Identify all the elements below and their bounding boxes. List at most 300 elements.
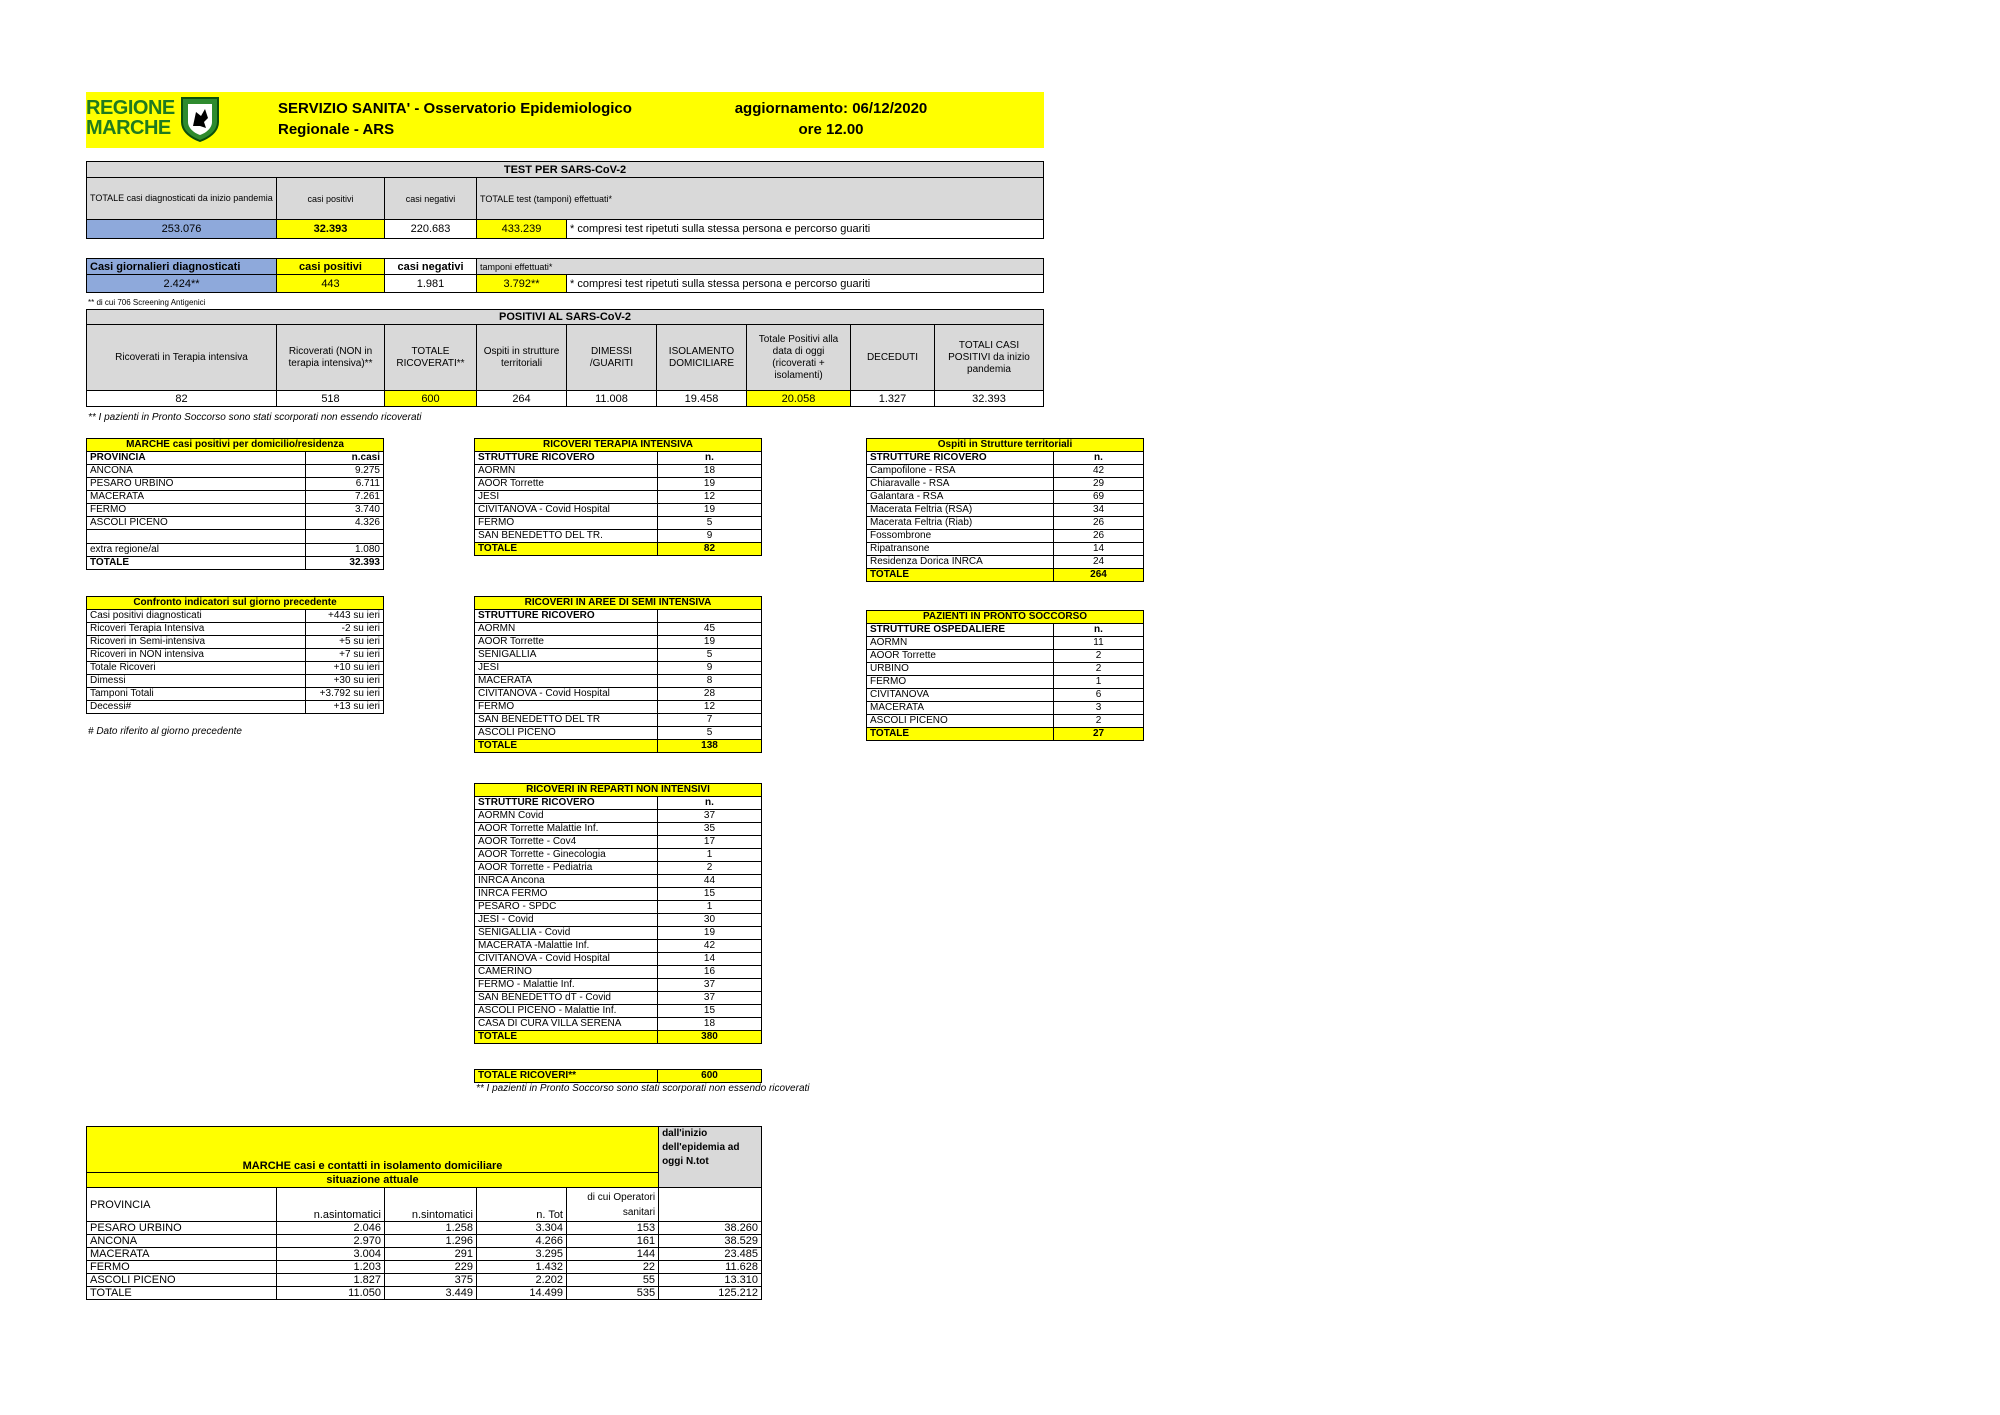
row-name: FERMO - Malattie Inf. (475, 979, 658, 992)
header-terapia-intensiva: Ricoverati in Terapia intensiva (87, 325, 277, 391)
header-band (86, 92, 1044, 148)
ti-header-val: n. (657, 452, 761, 465)
table-row (867, 715, 1144, 728)
row-val: 14 (1054, 543, 1144, 556)
row-name: JESI (475, 662, 658, 675)
row-val: 2 (1054, 650, 1144, 663)
header-non-intensiva: Ricoverati (NON in terapia intensiva)** (277, 325, 385, 391)
table-row (87, 688, 384, 701)
table-row (475, 979, 762, 992)
row-val: 37 (657, 810, 761, 823)
table-row (867, 465, 1144, 478)
row-tot: 4.266 (477, 1235, 567, 1248)
row-val: 26 (1054, 530, 1144, 543)
table-row (475, 649, 762, 662)
row-tot: 2.202 (477, 1274, 567, 1287)
update-time: ore 12.00 (798, 121, 864, 138)
row-all: 38.260 (659, 1222, 762, 1235)
row-all: 11.628 (659, 1261, 762, 1274)
totale-ricoveri-val: 600 (658, 1070, 762, 1083)
row-val: 9.275 (306, 465, 384, 478)
table-row (867, 556, 1144, 569)
row-val: 29 (1054, 478, 1144, 491)
confronto-table (86, 596, 384, 714)
row-all: 38.529 (659, 1235, 762, 1248)
value-non-intensiva: 518 (277, 391, 385, 407)
ps-header-name: STRUTTURE OSPEDALIERE (867, 624, 1054, 637)
value-dimessi: 11.008 (567, 391, 657, 407)
provincia-total-val: 32.393 (306, 557, 384, 570)
pronto-soccorso-table (866, 610, 1144, 741)
positivi-note: ** I pazienti in Pronto Soccorso sono stati scorporati non essendo ricoverati (88, 412, 422, 423)
value-totale-tamponi: 433.239 (477, 220, 567, 239)
isolamento-header-operatori: di cui Operatori sanitari (567, 1188, 659, 1222)
table-row (475, 810, 762, 823)
total-tot: 14.499 (477, 1287, 567, 1300)
total-all: 125.212 (659, 1287, 762, 1300)
row-val: 4.326 (306, 517, 384, 530)
row-val: 15 (657, 888, 761, 901)
table-row (475, 478, 762, 491)
row-name: AORMN (867, 637, 1054, 650)
table-row (475, 701, 762, 714)
value-ospiti: 264 (477, 391, 567, 407)
ospiti-header-name: STRUTTURE RICOVERO (867, 452, 1054, 465)
row-val: 35 (657, 823, 761, 836)
semi-total-val: 138 (657, 740, 761, 753)
table-row (87, 544, 384, 557)
value-daily-tamponi: 3.792** (477, 275, 567, 293)
row-name: FERMO (475, 701, 658, 714)
header-dimessi: DIMESSI /GUARITI (567, 325, 657, 391)
row-sintomatici: 291 (385, 1248, 477, 1261)
value-terapia-intensiva: 82 (87, 391, 277, 407)
table-row (867, 478, 1144, 491)
row-name: Dimessi (87, 675, 306, 688)
row-asintomatici: 1.827 (277, 1274, 385, 1287)
row-val: +3.792 su ieri (306, 688, 384, 701)
value-totale-casi: 253.076 (87, 220, 277, 239)
row-name: AORMN (475, 465, 658, 478)
row-val: 34 (1054, 504, 1144, 517)
emblem-icon (180, 96, 220, 142)
daily-footnote: ** di cui 706 Screening Antigenici (88, 298, 206, 307)
row-name: FERMO (87, 1261, 277, 1274)
table-row (87, 701, 384, 714)
header-ospiti: Ospiti in strutture territoriali (477, 325, 567, 391)
row-name: Macerata Feltria (Riab) (867, 517, 1054, 530)
table-row (475, 953, 762, 966)
row-val: 2 (1054, 715, 1144, 728)
row-name: ANCONA (87, 1235, 277, 1248)
row-name: Ricoveri in NON intensiva (87, 649, 306, 662)
table-row (87, 1235, 762, 1248)
row-val: 42 (657, 940, 761, 953)
row-tot: 3.295 (477, 1248, 567, 1261)
provincia-title: MARCHE casi positivi per domicilio/residenza (87, 439, 384, 452)
table-row (475, 662, 762, 675)
table-row (867, 676, 1144, 689)
header-casi-giornalieri: Casi giornalieri diagnosticati (87, 259, 277, 275)
table-row (475, 465, 762, 478)
row-val: 14 (657, 953, 761, 966)
table-row (87, 662, 384, 675)
row-name: PESARO URBINO (87, 1222, 277, 1235)
header-daily-positivi: casi positivi (277, 259, 385, 275)
row-val: 2 (657, 862, 761, 875)
row-name: ASCOLI PICENO (475, 727, 658, 740)
table-row (87, 1248, 762, 1261)
row-val: 45 (657, 623, 761, 636)
table-row (87, 504, 384, 517)
table-row (867, 650, 1144, 663)
table-row (475, 504, 762, 517)
isolamento-header-provincia: PROVINCIA (87, 1188, 277, 1222)
service-line-2: Regionale - ARS (278, 121, 395, 138)
table-row (475, 688, 762, 701)
row-val: 16 (657, 966, 761, 979)
row-val: 7.261 (306, 491, 384, 504)
row-val: 6.711 (306, 478, 384, 491)
table-row (475, 992, 762, 1005)
row-val: +443 su ieri (306, 610, 384, 623)
row-asintomatici: 2.970 (277, 1235, 385, 1248)
row-name: FERMO (867, 676, 1054, 689)
table-row (475, 914, 762, 927)
table-row (475, 491, 762, 504)
table-row (87, 517, 384, 530)
table-row (867, 663, 1144, 676)
row-name: CIVITANOVA - Covid Hospital (475, 688, 658, 701)
row-val: +5 su ieri (306, 636, 384, 649)
row-val: +13 su ieri (306, 701, 384, 714)
row-val: 5 (657, 649, 761, 662)
row-name: Ricoveri in Semi-intensiva (87, 636, 306, 649)
row-name: Campofilone - RSA (867, 465, 1054, 478)
row-all: 23.485 (659, 1248, 762, 1261)
row-name: Casi positivi diagnosticati (87, 610, 306, 623)
isolamento-header-blank (659, 1188, 762, 1222)
isolamento-table (86, 1126, 762, 1300)
value-casi-negativi: 220.683 (385, 220, 477, 239)
row-tot: 3.304 (477, 1222, 567, 1235)
row-name: Ricoveri Terapia Intensiva (87, 623, 306, 636)
table-row (87, 491, 384, 504)
row-name: extra regione/al (87, 544, 306, 557)
row-val: 42 (1054, 465, 1144, 478)
provincia-header-name: PROVINCIA (87, 452, 306, 465)
row-val: 11 (1054, 637, 1144, 650)
row-val: 1 (1054, 676, 1144, 689)
table-row (475, 1005, 762, 1018)
header-daily-negativi: casi negativi (385, 259, 477, 275)
ospiti-title: Ospiti in Strutture territoriali (867, 439, 1144, 452)
row-name: Galantara - RSA (867, 491, 1054, 504)
note-tamponi: * compresi test ripetuti sulla stessa persona e percorso guariti (567, 220, 1044, 239)
logo-line-1: REGIONE (86, 97, 175, 119)
value-deceduti: 1.327 (851, 391, 935, 407)
row-name: AOOR Torrette (475, 478, 658, 491)
table-row (87, 530, 384, 544)
row-name: ANCONA (87, 465, 306, 478)
row-val: 17 (657, 836, 761, 849)
row-name: CIVITANOVA - Covid Hospital (475, 504, 658, 517)
nonint-total-label: TOTALE (475, 1031, 658, 1044)
row-val: -2 su ieri (306, 623, 384, 636)
row-name: Tamponi Totali (87, 688, 306, 701)
table-row (87, 636, 384, 649)
ps-header-val: n. (1054, 624, 1144, 637)
row-name: AOOR Torrette (867, 650, 1054, 663)
row-name: CAMERINO (475, 966, 658, 979)
semi-intensiva-table (474, 596, 762, 753)
ospiti-header-val: n. (1054, 452, 1144, 465)
table-row (87, 1274, 762, 1287)
ps-total-label: TOTALE (867, 728, 1054, 741)
row-name: AOOR Torrette - Ginecologia (475, 849, 658, 862)
update-date: aggiornamento: 06/12/2020 (734, 100, 928, 117)
row-val: 1 (657, 849, 761, 862)
row-name: URBINO (867, 663, 1054, 676)
table-row (475, 823, 762, 836)
row-val: 18 (657, 465, 761, 478)
row-name: ASCOLI PICENO (87, 517, 306, 530)
row-name: CIVITANOVA - Covid Hospital (475, 953, 658, 966)
row-operatori: 55 (567, 1274, 659, 1287)
row-name: SAN BENEDETTO DEL TR. (475, 530, 658, 543)
row-name: INRCA FERMO (475, 888, 658, 901)
table-row (867, 543, 1144, 556)
nonint-total-val: 380 (657, 1031, 761, 1044)
header-isolamento: ISOLAMENTO DOMICILIARE (657, 325, 747, 391)
row-name: ASCOLI PICENO - Malattie Inf. (475, 1005, 658, 1018)
header-totale-ricoverati: TOTALE RICOVERATI** (385, 325, 477, 391)
row-val: 12 (657, 491, 761, 504)
row-name: SENIGALLIA (475, 649, 658, 662)
row-name: Macerata Feltria (RSA) (867, 504, 1054, 517)
row-val: 69 (1054, 491, 1144, 504)
value-totale-positivi: 20.058 (747, 391, 851, 407)
row-operatori: 161 (567, 1235, 659, 1248)
totale-ricoveri-table (474, 1069, 762, 1083)
table-row (475, 517, 762, 530)
header-totale-tamponi: TOTALE test (tamponi) effettuati* (477, 178, 1044, 220)
confronto-note: # Dato riferito al giorno precedente (88, 726, 242, 737)
row-val: 1 (657, 901, 761, 914)
row-name: AOOR Torrette (475, 636, 658, 649)
ospiti-table (866, 438, 1144, 582)
table-row (475, 901, 762, 914)
isolamento-title: MARCHE casi e contatti in isolamento domiciliare (87, 1127, 659, 1173)
logo-line-2: MARCHE (86, 117, 171, 139)
value-casi-positivi: 32.393 (277, 220, 385, 239)
row-val: 2 (1054, 663, 1144, 676)
table-row (475, 727, 762, 740)
table-row (475, 927, 762, 940)
row-name: SAN BENEDETTO DEL TR (475, 714, 658, 727)
semi-total-label: TOTALE (475, 740, 658, 753)
row-name: FERMO (87, 504, 306, 517)
row-name: MACERATA (867, 702, 1054, 715)
row-val: 37 (657, 992, 761, 1005)
row-name: AOOR Torrette - Pediatria (475, 862, 658, 875)
row-val: 9 (657, 530, 761, 543)
row-operatori: 144 (567, 1248, 659, 1261)
table-row (867, 517, 1144, 530)
row-tot: 1.432 (477, 1261, 567, 1274)
row-val: 1.080 (306, 544, 384, 557)
value-isolamento: 19.458 (657, 391, 747, 407)
positivi-title: POSITIVI AL SARS-CoV-2 (87, 310, 1044, 325)
header-daily-tamponi: tamponi effettuati* (477, 259, 1044, 275)
value-totale-ricoverati: 600 (385, 391, 477, 407)
row-val: 6 (1054, 689, 1144, 702)
positivi-table (86, 309, 1044, 407)
row-val: 7 (657, 714, 761, 727)
row-val: +30 su ieri (306, 675, 384, 688)
ti-header-name: STRUTTURE RICOVERO (475, 452, 658, 465)
row-val: 44 (657, 875, 761, 888)
ti-total-val: 82 (657, 543, 761, 556)
table-row (87, 1261, 762, 1274)
row-val: 19 (657, 927, 761, 940)
row-val: 19 (657, 636, 761, 649)
total-operatori: 535 (567, 1287, 659, 1300)
row-sintomatici: 1.258 (385, 1222, 477, 1235)
isolamento-header-tot: n. Tot (477, 1188, 567, 1222)
row-name: CIVITANOVA (867, 689, 1054, 702)
value-daily-positivi: 443 (277, 275, 385, 293)
ospiti-total-val: 264 (1054, 569, 1144, 582)
nonint-header-name: STRUTTURE RICOVERO (475, 797, 658, 810)
row-name: MACERATA (87, 491, 306, 504)
row-name: AOOR Torrette - Cov4 (475, 836, 658, 849)
row-name: Chiaravalle - RSA (867, 478, 1054, 491)
semi-header-val (657, 610, 761, 623)
test-total-title: TEST PER SARS-CoV-2 (87, 162, 1044, 178)
row-asintomatici: 2.046 (277, 1222, 385, 1235)
row-sintomatici: 375 (385, 1274, 477, 1287)
table-row (867, 504, 1144, 517)
row-all: 13.310 (659, 1274, 762, 1287)
table-row (475, 714, 762, 727)
row-val: 37 (657, 979, 761, 992)
table-row (475, 940, 762, 953)
value-casi-giornalieri: 2.424** (87, 275, 277, 293)
table-row (87, 478, 384, 491)
row-name: AOOR Torrette Malattie Inf. (475, 823, 658, 836)
total-sintomatici: 3.449 (385, 1287, 477, 1300)
row-name: MACERATA (475, 675, 658, 688)
ospiti-total-label: TOTALE (867, 569, 1054, 582)
update-info (706, 98, 956, 140)
row-name: Totale Ricoveri (87, 662, 306, 675)
row-name: Decessi# (87, 701, 306, 714)
row-name: INRCA Ancona (475, 875, 658, 888)
row-name: SAN BENEDETTO dT - Covid (475, 992, 658, 1005)
header-deceduti: DECEDUTI (851, 325, 935, 391)
header-casi-positivi: casi positivi (277, 178, 385, 220)
table-row (475, 966, 762, 979)
value-totali-casi: 32.393 (935, 391, 1044, 407)
row-val (306, 530, 384, 544)
table-row (87, 649, 384, 662)
row-val: 26 (1054, 517, 1144, 530)
non-intensivi-table (474, 783, 762, 1044)
table-row (475, 875, 762, 888)
provincia-table (86, 438, 384, 570)
row-name: MACERATA (87, 1248, 277, 1261)
table-row (475, 836, 762, 849)
ti-total-label: TOTALE (475, 543, 658, 556)
row-name: ASCOLI PICENO (867, 715, 1054, 728)
service-line-1: SERVIZIO SANITA' - Osservatorio Epidemiologico (278, 100, 632, 117)
isolamento-header-asintomatici: n.asintomatici (277, 1188, 385, 1222)
row-name: Fossombrone (867, 530, 1054, 543)
row-sintomatici: 229 (385, 1261, 477, 1274)
header-casi-negativi: casi negativi (385, 178, 477, 220)
semi-title: RICOVERI IN AREE DI SEMI INTENSIVA (475, 597, 762, 610)
row-asintomatici: 3.004 (277, 1248, 385, 1261)
row-val: 24 (1054, 556, 1144, 569)
row-val: 19 (657, 504, 761, 517)
row-val: 9 (657, 662, 761, 675)
total-name: TOTALE (87, 1287, 277, 1300)
table-row (475, 888, 762, 901)
table-row (87, 1222, 762, 1235)
daily-table (86, 258, 1044, 293)
table-row (867, 491, 1144, 504)
row-asintomatici: 1.203 (277, 1261, 385, 1274)
table-row (475, 1018, 762, 1031)
row-name: JESI (475, 491, 658, 504)
row-val: 12 (657, 701, 761, 714)
table-row (867, 702, 1144, 715)
note-daily-tamponi: * compresi test ripetuti sulla stessa persona e percorso guariti (567, 275, 1044, 293)
header-totale-casi: TOTALE casi diagnosticati da inizio pandemia (87, 178, 277, 220)
service-title (278, 98, 632, 140)
row-name: CASA DI CURA VILLA SERENA (475, 1018, 658, 1031)
isolamento-header-sintomatici: n.sintomatici (385, 1188, 477, 1222)
row-val: +7 su ieri (306, 649, 384, 662)
nonint-header-val: n. (657, 797, 761, 810)
confronto-title: Confronto indicatori sul giorno precedente (87, 597, 384, 610)
provincia-header-val: n.casi (306, 452, 384, 465)
table-row (867, 689, 1144, 702)
table-row (867, 637, 1144, 650)
row-val: 28 (657, 688, 761, 701)
totale-ricoveri-note: ** I pazienti in Pronto Soccorso sono stati scorporati non essendo ricoverati (476, 1083, 810, 1094)
row-name: PESARO - SPDC (475, 901, 658, 914)
row-val: 3.740 (306, 504, 384, 517)
header-totale-positivi: Totale Positivi alla data di oggi (ricoverati + isolamenti) (747, 325, 851, 391)
table-row (87, 610, 384, 623)
row-name: SENIGALLIA - Covid (475, 927, 658, 940)
table-row (475, 675, 762, 688)
table-row (87, 675, 384, 688)
row-name (87, 530, 306, 544)
isolamento-subtitle: situazione attuale (87, 1173, 659, 1188)
row-name: AORMN (475, 623, 658, 636)
terapia-intensiva-table (474, 438, 762, 556)
table-row (475, 849, 762, 862)
row-val: 30 (657, 914, 761, 927)
table-row (475, 862, 762, 875)
row-name: AORMN Covid (475, 810, 658, 823)
row-name: MACERATA -Malattie Inf. (475, 940, 658, 953)
row-val: +10 su ieri (306, 662, 384, 675)
nonint-title: RICOVERI IN REPARTI NON INTENSIVI (475, 784, 762, 797)
